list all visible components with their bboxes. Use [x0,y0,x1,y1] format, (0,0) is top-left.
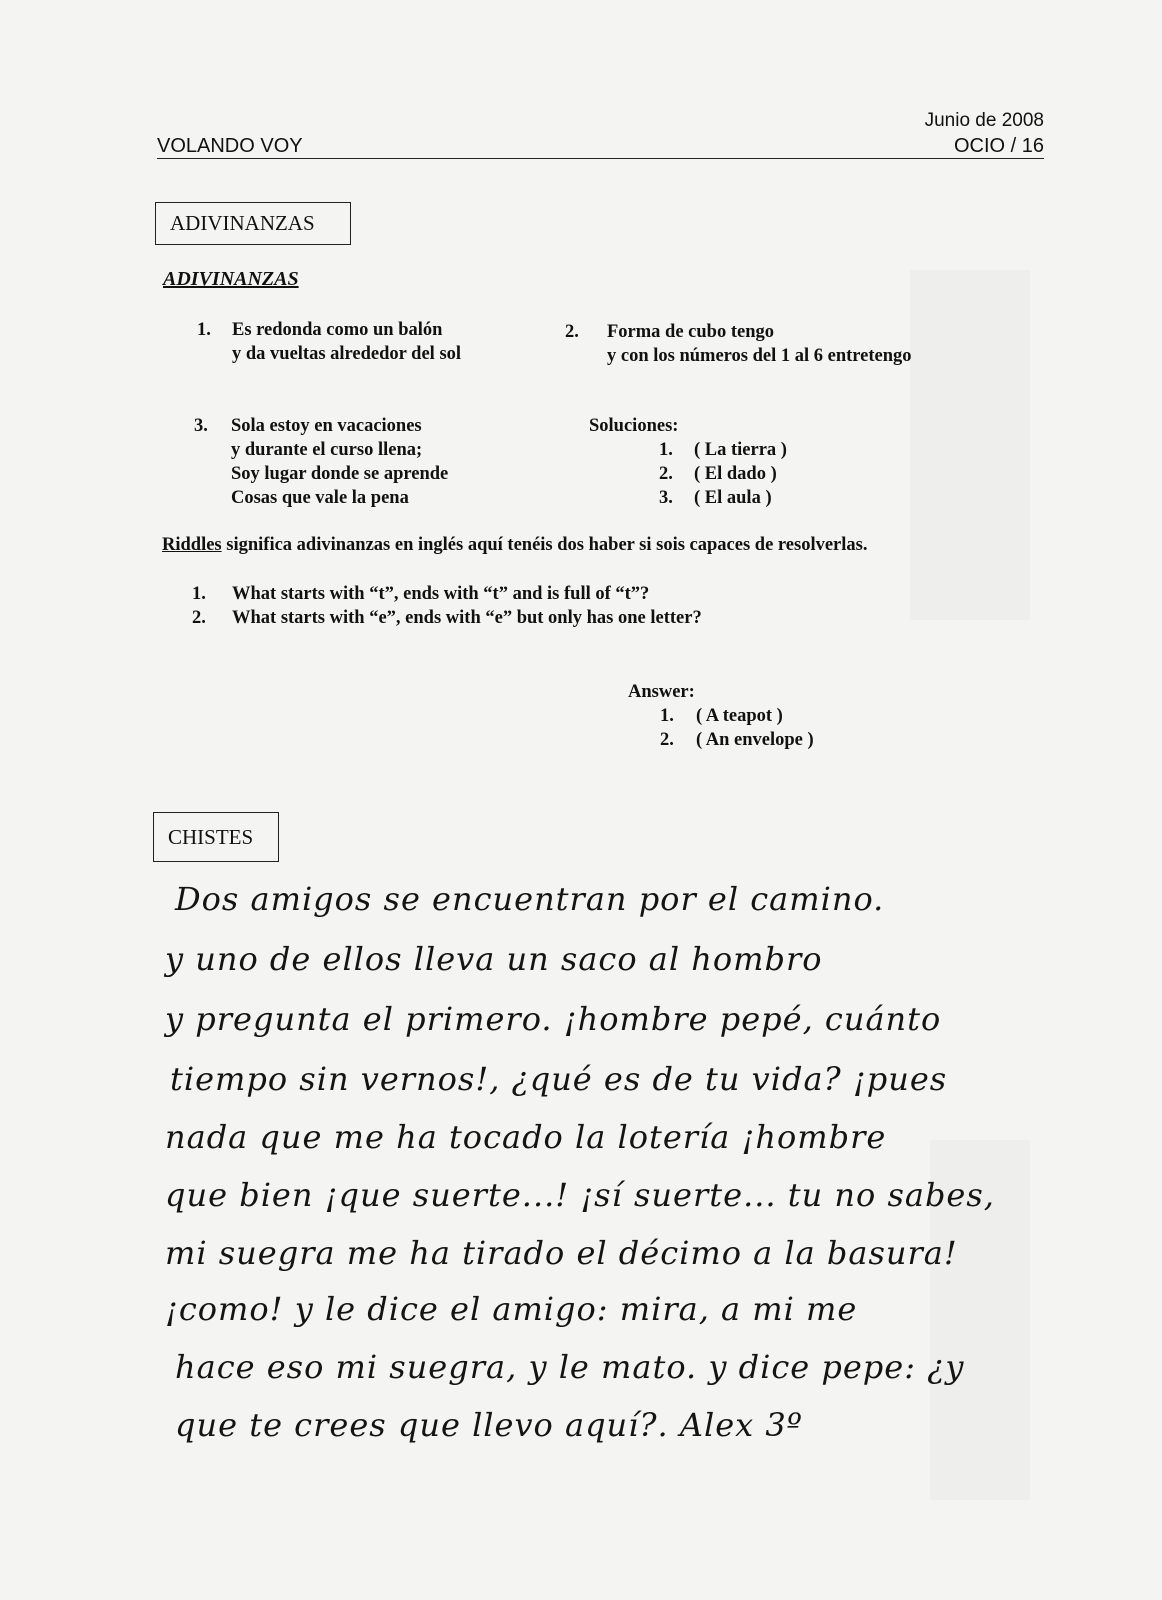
solutions-title: Soluciones: [589,416,679,436]
solution-text: ( La tierra ) [694,440,787,460]
handwritten-line: que te crees que llevo aquí?. Alex 3º [175,1406,803,1444]
english-riddle-number: 1. [192,584,206,604]
solution-item [589,486,787,510]
riddle-line: Forma de cubo tengo [607,322,774,342]
solution-number: 2. [659,464,673,484]
riddles-intro-keyword: Riddles [162,535,222,555]
bleed-through-panel [910,270,1030,620]
answer-block [628,680,814,752]
adivinanzas-box-text: ADIVINANZAS [170,211,315,235]
answer-text: ( A teapot ) [696,706,783,726]
solutions-block [589,414,787,510]
handwritten-line: Dos amigos se encuentran por el camino. [175,880,885,918]
header-date: Junio de 2008 [924,110,1044,131]
riddle-line: Cosas que vale la pena [231,488,409,508]
riddles-intro-text: significa adivinanzas en inglés aquí tenéis dos haber si sois capaces de resolverlas. [221,535,868,555]
riddle-number: 2. [565,322,579,342]
solution-text: ( El dado ) [694,464,777,484]
solution-item [589,462,787,486]
english-riddle-text: What starts with “e”, ends with “e” but only has one letter? [232,608,702,628]
riddle-number: 3. [194,416,208,436]
answer-title: Answer: [628,682,695,702]
handwritten-line: mi suegra me ha tirado el décimo a la basura! [165,1234,958,1272]
answer-text: ( An envelope ) [696,730,814,750]
handwritten-line: nada que me ha tocado la lotería ¡hombre [165,1118,887,1156]
solution-number: 3. [659,488,673,508]
answer-number: 1. [660,706,674,726]
riddles-intro [162,535,867,556]
riddle-line: Es redonda como un balón [232,320,443,340]
handwritten-line: ¡como! y le dice el amigo: mira, a mi me [165,1290,858,1328]
answer-item [628,728,814,752]
answer-item [628,704,814,728]
solution-item [589,438,787,462]
header-section: OCIO / 16 [953,135,1044,157]
riddle-line: Sola estoy en vacaciones [231,416,422,436]
english-riddle-number: 2. [192,608,206,628]
english-riddle [192,584,649,605]
riddle-line: Soy lugar donde se aprende [231,464,449,484]
english-riddle-text: What starts with “t”, ends with “t” and is full of “t”? [232,584,650,604]
riddle-item [197,318,461,366]
chistes-box-text: CHISTES [168,824,254,849]
handwritten-line: tiempo sin vernos!, ¿qué es de tu vida? ¡pues [170,1060,948,1098]
riddle-number: 1. [197,320,211,340]
handwritten-line: que bien ¡que suerte...! ¡sí suerte... tu no sabes, [165,1176,995,1214]
adivinanzas-box-label [155,202,351,245]
handwritten-line: y pregunta el primero. ¡hombre pepé, cuánto [165,1000,942,1038]
header-rule [157,158,1044,159]
answer-number: 2. [660,730,674,750]
riddle-item [194,414,448,510]
riddle-item [565,320,912,368]
english-riddle [192,608,702,629]
handwritten-line: y uno de ellos lleva un saco al hombro [165,940,823,978]
riddle-line: y da vueltas alrededor del sol [232,344,462,364]
riddle-line: y durante el curso llena; [231,440,423,460]
solution-number: 1. [659,440,673,460]
solution-text: ( El aula ) [694,488,772,508]
riddle-line: y con los números del 1 al 6 entretengo [607,346,912,366]
adivinanzas-heading: ADIVINANZAS [163,268,299,290]
header-title: VOLANDO VOY [157,135,303,157]
handwritten-line: hace eso mi suegra, y le mato. y dice pepe: ¿y [175,1348,965,1386]
chistes-box-label [153,812,279,862]
